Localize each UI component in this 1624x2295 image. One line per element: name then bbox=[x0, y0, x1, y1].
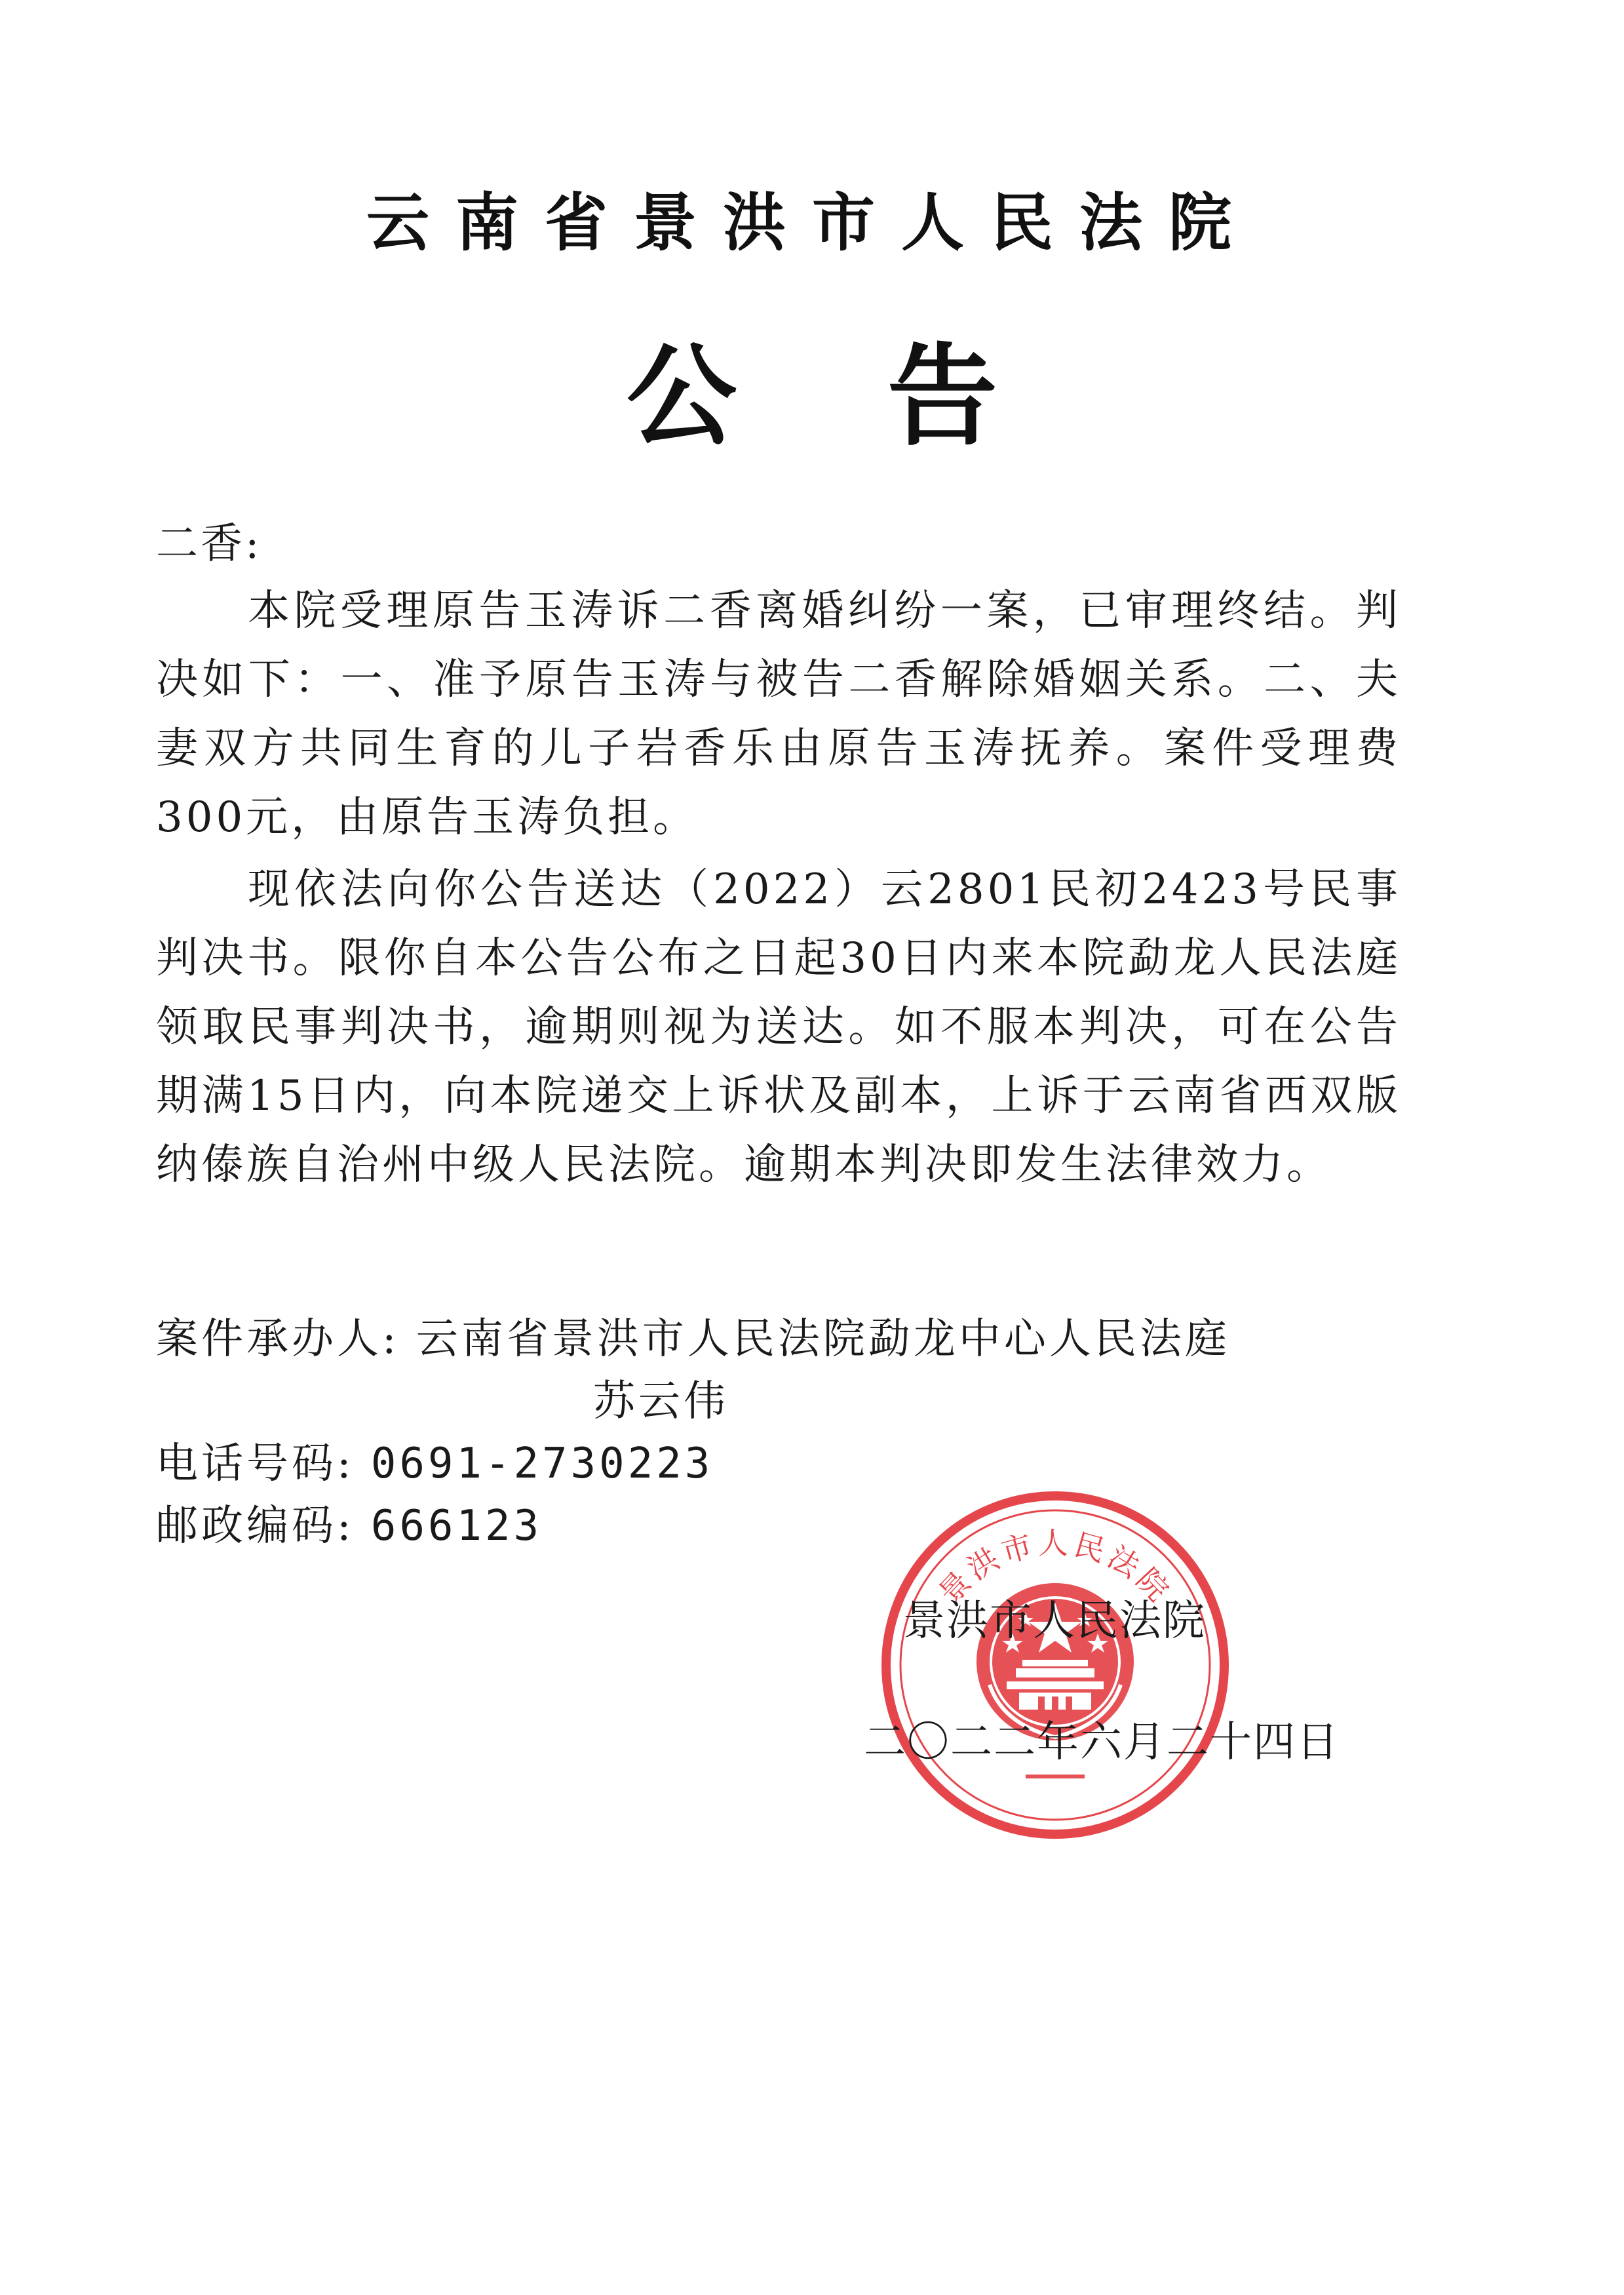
case-handler-line bbox=[156, 1308, 1230, 1371]
signing-court: 景洪市人民法院 bbox=[903, 1597, 1206, 1645]
postal-label: 邮政编码: bbox=[156, 1502, 355, 1550]
phone-label: 电话号码: bbox=[156, 1440, 355, 1488]
addressee: 二香: bbox=[156, 520, 262, 568]
document-title: 公告 bbox=[627, 332, 1148, 461]
court-seal-stamp bbox=[878, 1488, 1232, 1842]
phone-line bbox=[156, 1432, 713, 1495]
signing-date: 二〇二二年六月二十四日 bbox=[864, 1718, 1340, 1767]
case-handler-label: 案件承办人: bbox=[156, 1315, 400, 1363]
seal-text: 景洪市人民法院 bbox=[931, 1525, 1179, 1611]
service-notice-paragraph: 现依法向你公告送达（2022）云2801民初2423号民事判决书。限你自本公告公布之日起30日内来本院勐龙人民法庭领取民事判决书，逾期则视为送达。如不服本判决，可在公告期满15日内，向本院递交上诉状及副本，上诉于云南省西双版纳傣族自治州中级人民法院。逾期本判决即发生法律效力。 bbox=[156, 865, 1401, 1189]
court-name-heading: 云南省景洪市人民法院 bbox=[366, 186, 1258, 260]
phone-number: 0691-2730223 bbox=[370, 1440, 714, 1488]
judgment-paragraph: 本院受理原告玉涛诉二香离婚纠纷一案，已审理终结。判决如下：一、准予原告玉涛与被告二香解除婚姻关系。二、夫妻双方共同生育的儿子岩香乐由原告玉涛抚养。案件受理费300元，由原告玉涛负担。 bbox=[156, 587, 1401, 842]
postal-code: 666123 bbox=[370, 1502, 543, 1550]
case-handler-unit: 云南省景洪市人民法院勐龙中心人民法庭 bbox=[416, 1315, 1230, 1363]
postal-line bbox=[156, 1495, 542, 1558]
case-handler-name: 苏云伟 bbox=[593, 1377, 729, 1426]
